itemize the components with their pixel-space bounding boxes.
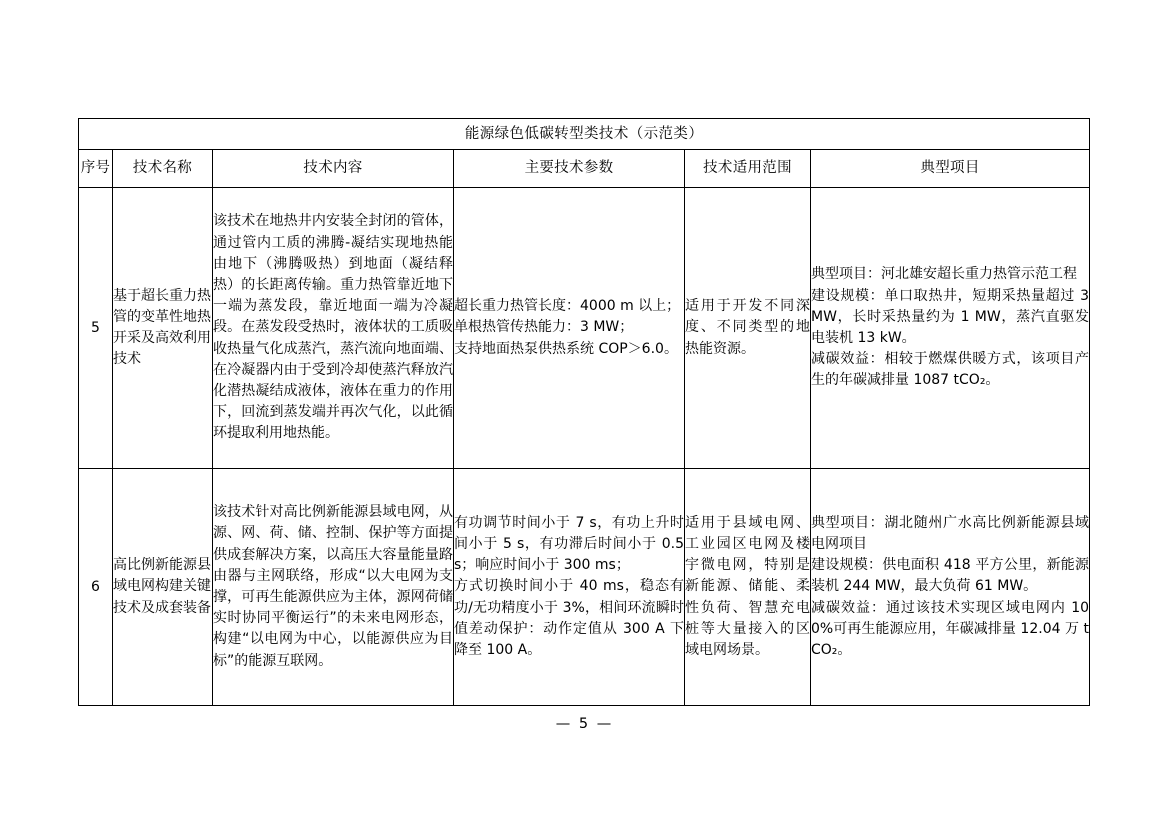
- param-line: 超长重力热管长度：4000 m 以上；: [454, 298, 681, 315]
- project-line: 建设规模：单口取热井，短期采热量超过 3 MW，长时采热量约为 1 MW，蒸汽直驱发电装机 13 kW。: [811, 287, 1090, 346]
- column-header-no: 序号: [79, 150, 113, 188]
- param-line: 方式切换时间小于 40 ms，稳态有功/无功精度小于 3%，相间环流瞬时值差动保护：动作定值从 300 A 下降至 100 A。: [454, 578, 684, 658]
- column-header-scope: 技术适用范围: [685, 150, 811, 188]
- row-index: 5: [79, 188, 113, 469]
- table-title: 能源绿色低碳转型类技术（示范类）: [79, 119, 1090, 150]
- project-line: 建设规模：供电面积 418 平方公里，新能源装机 244 MW，最大负荷 61 MW。: [811, 557, 1090, 595]
- technology-table: [78, 118, 1090, 706]
- technology-name: 基于超长重力热管的变革性地热开采及高效利用技术: [113, 188, 213, 469]
- technology-params: [454, 469, 685, 706]
- table-row: [79, 469, 1090, 706]
- technology-scope: 适用于县域电网、工业园区电网及楼宇微电网，特别是新能源、储能、柔性负荷、智慧充电桩等大量接入的区域电网场景。: [685, 469, 811, 706]
- typical-project: [811, 188, 1090, 469]
- project-line: 典型项目：湖北随州广水高比例新能源县域电网项目: [811, 514, 1090, 552]
- column-header-name: 技术名称: [113, 150, 213, 188]
- column-header-project: 典型项目: [811, 150, 1090, 188]
- technology-name: 高比例新能源县域电网构建关键技术及成套装备: [113, 469, 213, 706]
- table-row: [79, 188, 1090, 469]
- column-header-params: 主要技术参数: [454, 150, 685, 188]
- param-line: 支持地面热泵供热系统 COP＞6.0。: [454, 340, 678, 357]
- param-line: 有功调节时间小于 7 s，有功上升时间小于 5 s，有功滞后时间小于 0.5 s；响应时间小于 300 ms；: [454, 514, 684, 574]
- project-line: 典型项目：河北雄安超长重力热管示范工程: [811, 266, 1077, 283]
- technology-content: 该技术针对高比例新能源县域电网，从源、网、荷、储、控制、保护等方面提供成套解决方案，以高压大容量能量路由器与主网联络，形成“以大电网为支撑，可再生能源供应为主体，源网荷储实时协同平衡运行”的未来电网形态，构建“以电网为中心，以能源供应为目标”的能源互联网。: [213, 469, 454, 706]
- technology-params: [454, 188, 685, 469]
- column-header-content: 技术内容: [213, 150, 454, 188]
- table-title-row: [79, 119, 1090, 150]
- row-index: 6: [79, 469, 113, 706]
- technology-scope: 适用于开发不同深度、不同类型的地热能资源。: [685, 188, 811, 469]
- page-number: — 5 —: [555, 716, 614, 732]
- project-line: 减碳效益：相较于燃煤供暖方式，该项目产生的年碳减排量 1087 tCO₂。: [811, 351, 1090, 389]
- table-header-row: [79, 150, 1090, 188]
- technology-content: 该技术在地热井内安装全封闭的管体，通过管内工质的沸腾-凝结实现地热能由地下（沸腾吸热）到地面（凝结释热）的长距离传输。重力热管靠近地下一端为蒸发段，靠近地面一端为冷凝段。在蒸发段受热时，液体状的工质吸收热量气化成蒸汽，蒸汽流向地面端、在冷凝器内由于受到冷却使蒸汽释放汽化潜热凝结成液体，液体在重力的作用下，回流到蒸发端并再次气化，以此循环提取利用地热能。: [213, 188, 454, 469]
- param-line: 单根热管传热能力：3 MW；: [454, 319, 634, 336]
- project-line: 减碳效益：通过该技术实现区域电网内 100%可再生能源应用，年碳减排量 12.04 万 tCO₂。: [811, 599, 1090, 658]
- typical-project: [811, 469, 1090, 706]
